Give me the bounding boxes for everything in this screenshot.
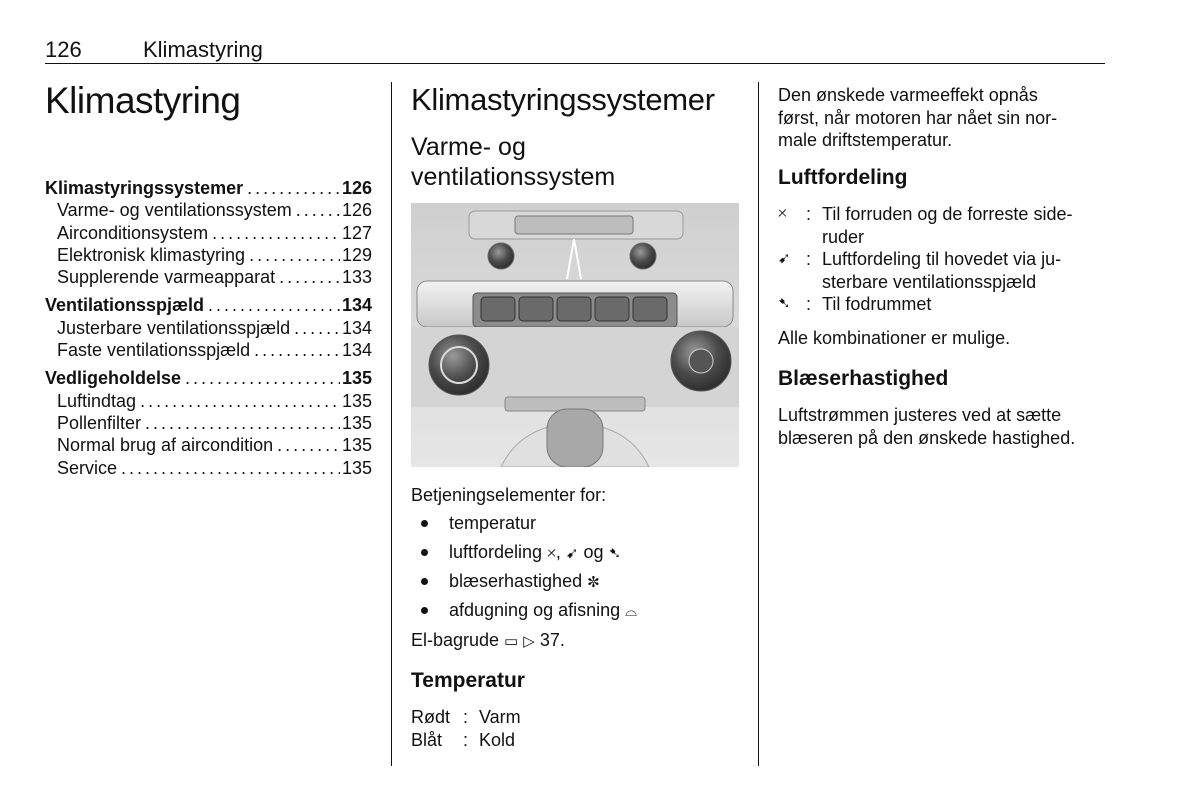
toc-entry-label: Klimastyringssystemer [45,178,244,198]
toc-entry-label: Normal brug af aircondition [57,435,274,456]
toc-entry-page: 135 [341,435,372,456]
windscreen-vent-icon: 🞩 [547,545,556,562]
section-heading: Klimastyringssystemer [411,82,715,117]
list-item [411,599,741,628]
toc-entry-page: 135 [341,368,372,389]
toc-entry-page: 126 [341,178,372,198]
airflow-list [778,203,1108,316]
separator: : [463,730,469,750]
toc-leader [212,222,340,244]
page-number: 126 [45,37,82,62]
subsection-heading [411,132,741,192]
fan-speed-paragraph [778,404,1108,449]
list-item [778,248,1108,293]
header-rule [45,63,1105,64]
column-divider [391,82,392,766]
toc-entry-label: Vedligeholdelse [45,368,182,389]
toc-entry-page: 135 [341,390,372,411]
toc-leader [185,367,340,389]
temperature-value: Varm [479,707,521,727]
head-vent-icon: ➹ [778,250,791,267]
paragraph-line: Den ønskede varmeeffekt opnås [778,85,1038,105]
running-header-title: Klimastyring [143,37,263,62]
toc-entry-label: Pollenfilter [57,412,142,433]
list-item-text: og [583,542,604,562]
toc-entry-page: 133 [341,267,372,288]
toc-entry-label: Ventilationsspjæld [45,295,205,316]
separator: : [806,204,812,224]
list-item-text: Til forruden og de forreste side- [822,204,1073,224]
toc-entry[interactable] [45,294,372,316]
fan-speed-heading: Blæserhastighed [778,367,949,390]
separator: : [806,294,812,314]
list-item [411,512,741,541]
toc-entry[interactable] [45,177,372,199]
toc-entry-label: Elektronisk klimastyring [57,244,246,265]
table-of-contents [45,177,372,479]
head-vent-icon: ➹ [565,545,579,562]
paragraph-line: blæseren på den ønskede hastighed. [778,427,1076,448]
toc-entry-label: Supplerende varmeapparat [57,267,276,288]
toc-entry-page: 134 [341,295,372,316]
windscreen-vent-icon: 🞩 [778,205,787,222]
rear-window-heating-icon: ▭ [504,633,519,650]
toc-entry[interactable] [45,390,372,412]
toc-leader [140,390,340,412]
separator: : [463,707,469,727]
list-item-text: Luftfordeling til hovedet via ju- [822,249,1062,269]
toc-entry[interactable] [45,339,372,361]
toc-entry-page: 135 [341,412,372,433]
list-item-text: luftfordeling [449,542,543,562]
rear-window-text: El-bagrude [411,630,500,650]
toc-leader [208,294,340,316]
list-item: luftfordeling 🞩, ➹ og ➷ [411,541,741,570]
paragraph-line: male driftstemperatur. [778,130,953,150]
list-item [778,203,1108,248]
toc-entry-label: Justerbare ventilationsspjæld [57,317,291,338]
toc-leader [294,317,340,339]
toc-entry[interactable] [45,222,372,244]
paragraph-line: først, når motoren har nået sin nor- [778,107,1058,128]
list-item-text: afdugning og afisning [449,600,621,620]
controls-list [411,512,741,628]
list-item-text: sterbare ventilationsspjæld [822,271,1037,292]
list-item [778,293,1108,316]
temperature-row [411,729,741,752]
toc-entry-page: 135 [341,457,372,478]
fan-icon: ✼ [587,574,600,591]
subsection-heading-line: Varme- og [411,133,526,161]
bullet-icon [421,549,428,556]
toc-entry[interactable] [45,412,372,434]
footwell-vent-icon: ➷ [778,295,791,312]
toc-entry-label: Service [57,457,118,478]
toc-entry[interactable] [45,434,372,456]
combinations-note: Alle kombinationer er mulige. [778,328,1011,348]
toc-entry[interactable] [45,266,372,288]
bullet-icon [421,578,428,585]
temperature-key: Blåt [411,730,443,750]
windscreen-defrost-icon: ⌓ [625,603,638,620]
toc-leader [279,266,340,288]
toc-entry-page: 129 [341,244,372,265]
airflow-heading: Luftfordeling [778,166,908,189]
bullet-icon [421,607,428,614]
list-item-text: Til fodrummet [822,294,932,314]
toc-entry-label: Faste ventilationsspjæld [57,340,251,361]
temperature-heading: Temperatur [411,669,525,692]
toc-leader [249,244,340,266]
list-item-text: blæserhastighed [449,571,583,591]
toc-leader [254,339,340,361]
toc-leader [277,434,340,456]
toc-entry[interactable] [45,244,372,266]
toc-entry-label: Varme- og ventilationssystem [57,200,292,221]
toc-entry-label: Luftindtag [57,390,137,411]
toc-leader [145,412,340,434]
toc-entry-page: 134 [341,317,372,338]
footwell-vent-icon: ➷ [608,545,622,562]
page-reference[interactable]: 37. [539,630,565,650]
toc-entry-page: 134 [341,340,372,361]
toc-entry-page: 127 [341,222,372,243]
column-divider [758,82,759,766]
toc-entry[interactable] [45,199,372,221]
list-item-text: temperatur [449,513,537,533]
controls-intro: Betjeningselementer for: [411,485,607,505]
page-reference-arrow-icon: ▷ [523,633,535,650]
toc-leader [296,199,340,221]
list-item-text: ruder [822,226,865,247]
separator: : [806,249,812,269]
bullet-icon [421,520,428,527]
temperature-legend [411,706,741,752]
rear-window-reference [411,630,741,651]
toc-entry-page: 126 [341,200,372,221]
toc-entry[interactable] [45,317,372,339]
toc-entry[interactable] [45,457,372,479]
temperature-key: Rødt [411,707,451,727]
paragraph-line: Luftstrømmen justeres ved at sætte [778,405,1062,425]
heating-paragraph [778,84,1108,152]
toc-entry[interactable] [45,367,372,389]
subsection-heading-line: ventilationssystem [411,163,616,191]
toc-entry-label: Airconditionsystem [57,222,209,243]
chapter-title: Klimastyring [45,80,241,121]
list-item [411,570,741,599]
temperature-value: Kold [479,730,516,750]
climate-control-panel-photo [411,203,739,467]
toc-leader [247,177,340,199]
toc-leader [121,457,340,479]
temperature-row [411,706,741,729]
